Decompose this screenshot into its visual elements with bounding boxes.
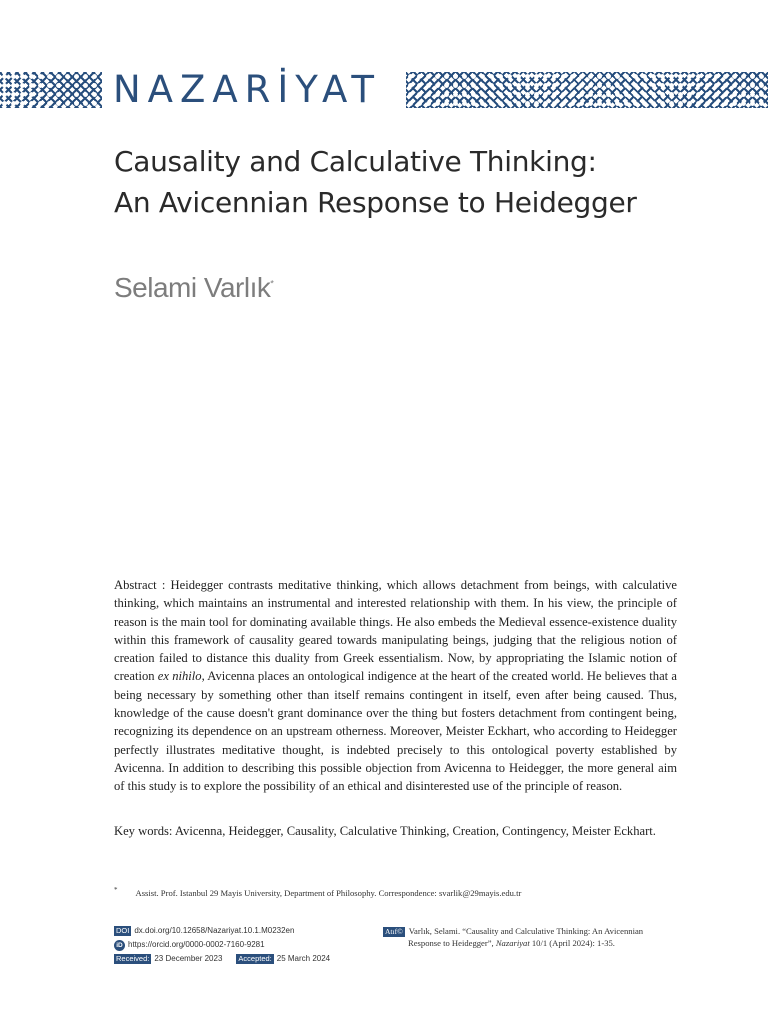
dates-row: [114, 952, 364, 966]
footnote-mark: *: [114, 886, 118, 894]
author-text: Selami Varlık: [114, 272, 271, 303]
keywords: [114, 822, 677, 840]
keywords-label: Key words:: [114, 824, 173, 838]
author-footnote: [114, 886, 677, 898]
citation-text-2b: 10/1 (April 2024): 1-35.: [529, 938, 615, 948]
abstract-italic: ex nihilo: [157, 669, 202, 684]
title-line-2: An Avicennian Response to Heidegger: [114, 186, 637, 219]
article-metadata: [114, 924, 364, 966]
orcid-link[interactable]: https://orcid.org/0000-0002-7160-9281: [128, 940, 265, 949]
doi-row: [114, 924, 364, 938]
accepted-badge: Accepted:: [238, 954, 272, 963]
abstract: [114, 576, 677, 796]
received-date: 23 December 2023: [154, 954, 223, 963]
abstract-text-2: , Avicenna places an ontological indigence at the heart of the created world. He believes that a being necessary by something other than itself remains contingent in itself, even after being caused. Thus, knowledge of the cause doesn't grant dominance over the thing but fosters detachment from contingent being, recognizing its dependence on an upstream otherness. Moreover, Meister Eckhart, who according to Heidegger perfectly illustrates meditative thought, is indebted precisely to this ontological poverty established by Avicenna. In addition to describing this possible objection from Avicenna to Heidegger, the more general aim of this study is to explore the possibility of an ethical and disinterested use of the principle of reason.: [114, 669, 677, 794]
journal-logo: NAZARİYAT: [113, 68, 382, 111]
title-line-1: Causality and Calculative Thinking:: [114, 145, 597, 178]
citation-text-2a: Response to Heidegger”,: [408, 938, 496, 948]
abstract-text-1: Heidegger contrasts meditative thinking, which allows detachment from beings, with calculative thinking, which maintains an instrumental and interested relationship with them. In his view, the principle of reason is the main tool for dominating available things. He also embeds the Medieval essence-existence duality within this framework of causality geared towards manipulating beings, judging that the religious notion of creation failed to distance this duality from Greek essentialism. Now, by appropriating the Islamic notion of creation: [114, 578, 678, 684]
footnote-text: Assist. Prof. Istanbul 29 Mayis University, Department of Philosophy. Correspondence: svarlik@29mayis.edu.tr: [135, 887, 522, 898]
article-title: [114, 141, 714, 223]
accepted-date: 25 March 2024: [276, 954, 331, 963]
abstract-label: Abstract :: [114, 578, 166, 592]
citation-block: [383, 925, 683, 949]
keywords-text: Avicenna, Heidegger, Causality, Calculative Thinking, Creation, Contingency, Meister Eckhart.: [172, 824, 656, 838]
author-name: [114, 272, 273, 304]
header-pattern-right: [406, 72, 768, 108]
orcid-row: [114, 938, 364, 952]
doi-link[interactable]: dx.doi.org/10.12658/Nazariyat.10.1.M0232en: [134, 926, 295, 935]
doi-badge: DOI: [116, 926, 130, 935]
citation-journal: Nazariyat: [495, 938, 530, 948]
header-pattern-left: [0, 72, 102, 108]
citation-line-1: Varlık, Selami. “Causality and Calculative Thinking: An Avicennian: [408, 926, 644, 936]
citation-line-2: [383, 937, 683, 949]
received-badge: Received:: [116, 954, 150, 963]
author-footnote-mark: *: [270, 278, 274, 289]
orcid-icon: iD: [114, 940, 125, 951]
citation-badge: Atıf©: [385, 927, 403, 936]
